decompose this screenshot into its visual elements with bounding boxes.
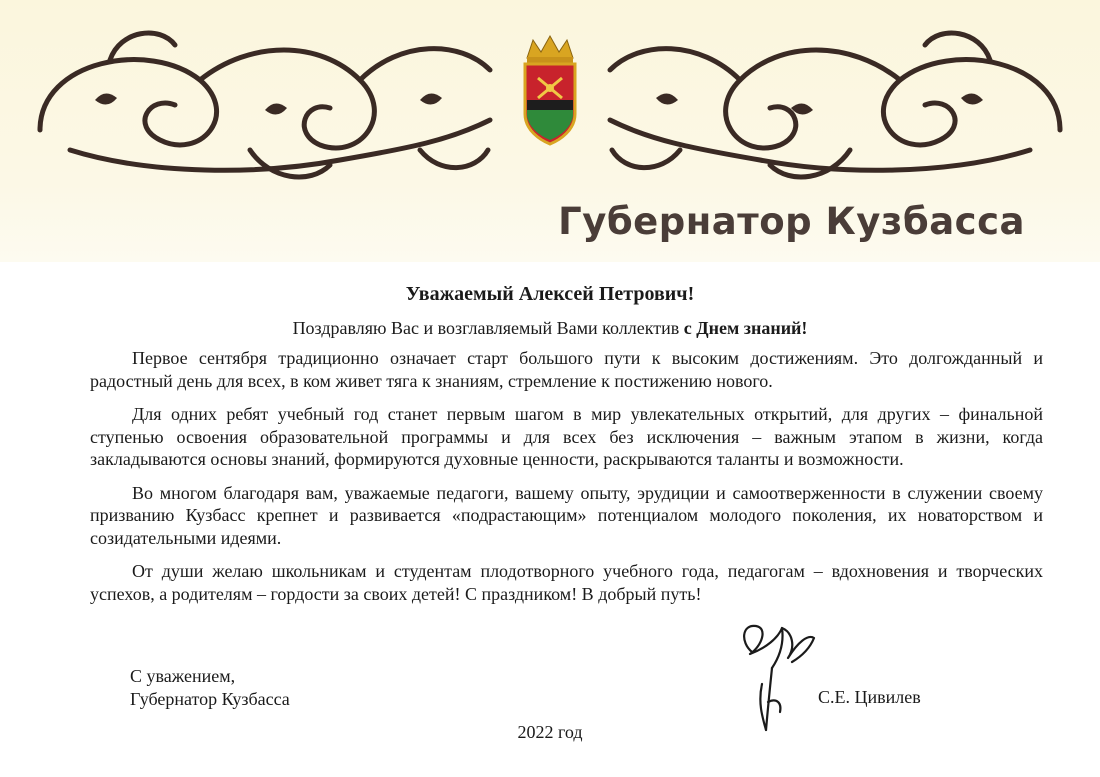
signer-name: С.Е. Цивилев	[818, 687, 921, 707]
paragraph-2: Для одних ребят учебный год станет первым шагом в мир увлекательных открытий, для других – финальной ступенью освоения образовательной программы и для всех без исключения – важным этапом в жизни, когда закладываются основы знаний, формируются духовные ценности, раскрываются таланты и возможности.	[90, 404, 1043, 469]
closing-block	[130, 665, 290, 710]
paragraph-1: Первое сентября традиционно означает старт большого пути к высоким достижениям. Это долгожданный и радостный день для всех, в ком живет тяга к знаниям, стремление к постижению нового.	[90, 348, 1043, 391]
letter-body	[90, 347, 1043, 616]
header-band	[0, 0, 1100, 262]
congratulation-line	[0, 318, 1100, 339]
kuzbass-coat-of-arms-icon	[505, 30, 595, 150]
org-title: Губернатор Кузбасса	[558, 200, 1025, 243]
salutation: Уважаемый Алексей Петрович!	[405, 283, 695, 305]
congrats-bold: с Днем знаний!	[683, 318, 808, 338]
paragraph-4: От души желаю школьникам и студентам плодотворного учебного года, педагогам – вдохновения и творческих успехов, а родителям – гордости за своих детей! С праздником! В добрый путь!	[90, 561, 1043, 604]
congrats-lead: Поздравляю Вас и возглавляемый Вами коллектив	[292, 318, 680, 338]
closing-position: Губернатор Кузбасса	[130, 688, 290, 709]
closing-regards: С уважением,	[130, 666, 236, 686]
letter-year: 2022 год	[517, 722, 583, 742]
paragraph-3: Во многом благодаря вам, уважаемые педагоги, вашему опыту, эрудиции и самоотверженности в служении своему призванию Кузбасс крепнет и развивается «подрастающим» потенциалом молодого поколения, их новаторством и созидательными идеями.	[90, 482, 1043, 548]
